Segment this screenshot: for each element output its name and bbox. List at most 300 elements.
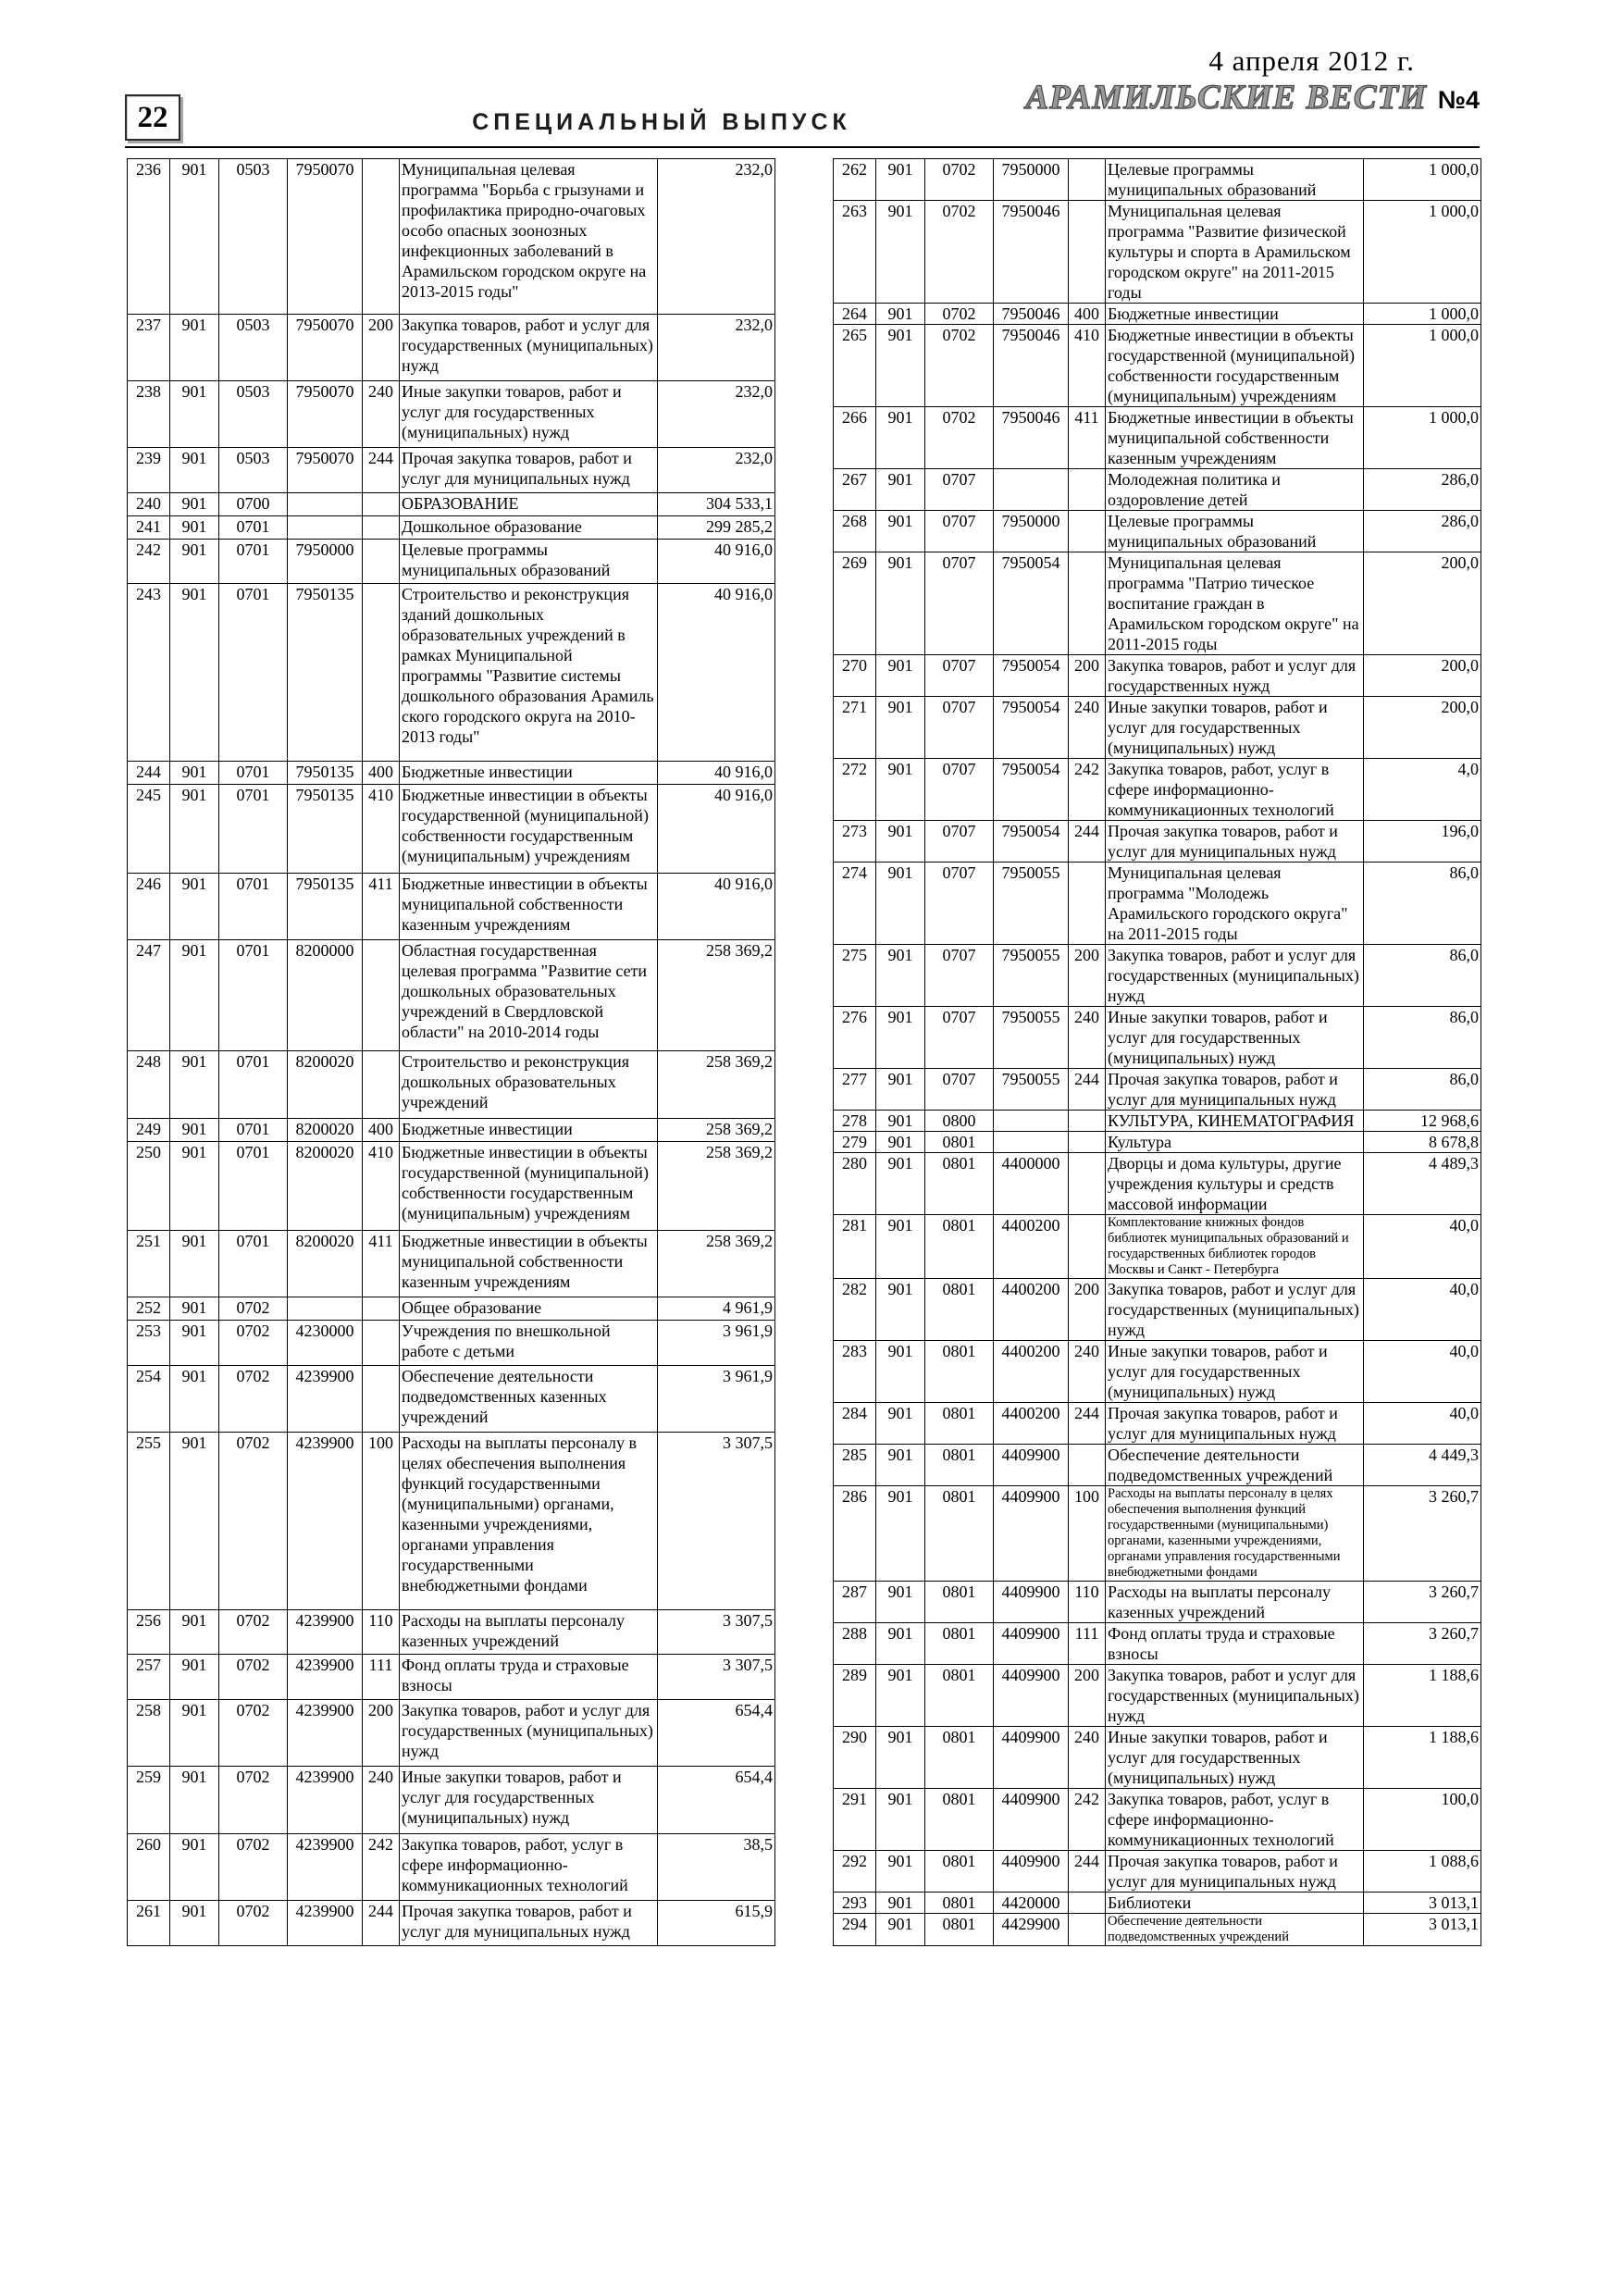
table-row [128,1141,775,1230]
cell-name: Муниципальная целевая программа "Патрио тическое воспитание граждан в Арамильском городском округе" на 2011-2015 годы [1106,552,1364,655]
cell-name: Расходы на выплаты персоналу в целях обеспечения выполнения функций государственными (муниципальными) органами, казенными учреждениями, органами управления государственными внебюджетными фондами [400,1433,658,1609]
cell-name: Фонд оплаты труда и страховые взносы [400,1655,658,1700]
cell-target-article: 7950135 [288,761,363,784]
page-header [0,0,1623,158]
cell-grbs-code: 901 [876,201,925,304]
table-row [834,201,1481,304]
cell-target-article [288,1297,363,1321]
cell-section-code: 0503 [219,448,288,493]
cell-section-code: 0801 [925,1153,994,1215]
cell-expense-type: 111 [1069,1623,1106,1665]
cell-section-code: 0707 [925,863,994,945]
cell-amount: 299 285,2 [658,515,775,539]
table-row [128,1433,775,1609]
cell-section-code: 0801 [925,1341,994,1403]
table-row [128,159,775,315]
cell-name: Дворцы и дома культуры, другие учреждения культуры и средств массовой информации [1106,1153,1364,1215]
cell-grbs-code: 901 [170,1655,219,1700]
cell-target-article: 4409900 [994,1789,1069,1851]
cell-section-code: 0801 [925,1893,994,1914]
cell-amount: 232,0 [658,159,775,315]
cell-row-number: 271 [834,697,876,759]
cell-section-code: 0801 [925,1445,994,1486]
cell-name: Закупка товаров, работ, услуг в сфере информационно-коммуникационных технологий [1106,759,1364,821]
cell-section-code: 0701 [219,584,288,761]
cell-target-article: 4239900 [288,1609,363,1655]
cell-section-code: 0702 [219,1901,288,1946]
cell-expense-type [363,539,400,584]
cell-target-article: 7950135 [288,784,363,873]
cell-section-code: 0801 [925,1727,994,1789]
table-row [834,1132,1481,1153]
table-row [128,314,775,380]
cell-expense-type [1069,201,1106,304]
table-row [834,511,1481,552]
cell-row-number: 252 [128,1297,170,1321]
cell-amount: 1 188,6 [1364,1665,1481,1727]
cell-name: ОБРАЗОВАНИЕ [400,493,658,516]
cell-amount: 3 307,5 [658,1433,775,1609]
cell-row-number: 266 [834,407,876,469]
cell-amount: 4,0 [1364,759,1481,821]
cell-grbs-code: 901 [170,1230,219,1297]
cell-amount: 1 188,6 [1364,1727,1481,1789]
cell-expense-type: 240 [1069,697,1106,759]
cell-grbs-code: 901 [876,407,925,469]
cell-row-number: 278 [834,1111,876,1132]
cell-expense-type: 110 [1069,1582,1106,1623]
cell-amount: 40,0 [1364,1403,1481,1445]
cell-grbs-code: 901 [170,539,219,584]
cell-name: Бюджетные инвестиции в объекты муниципальной собственности казенным учреждениям [400,873,658,939]
cell-amount: 38,5 [658,1833,775,1900]
cell-grbs-code: 901 [876,304,925,325]
cell-grbs-code: 901 [170,1433,219,1609]
cell-target-article: 7950000 [994,511,1069,552]
cell-grbs-code: 901 [170,1118,219,1141]
cell-name: Прочая закупка товаров, работ и услуг для муниципальных нужд [400,1901,658,1946]
cell-section-code: 0702 [219,1433,288,1609]
cell-row-number: 256 [128,1609,170,1655]
cell-expense-type: 410 [363,784,400,873]
cell-grbs-code: 901 [876,1486,925,1582]
cell-amount: 1 088,6 [1364,1851,1481,1893]
cell-expense-type: 400 [363,761,400,784]
cell-expense-type [1069,159,1106,201]
table-row [128,1118,775,1141]
cell-amount: 3 260,7 [1364,1623,1481,1665]
cell-amount: 200,0 [1364,655,1481,697]
cell-row-number: 286 [834,1486,876,1582]
cell-name: Бюджетные инвестиции в объекты муниципальной собственности казенным учреждениям [1106,407,1364,469]
cell-row-number: 265 [834,325,876,407]
cell-expense-type [363,584,400,761]
cell-expense-type: 411 [363,1230,400,1297]
table-row [834,1341,1481,1403]
cell-grbs-code: 901 [170,1699,219,1766]
cell-row-number: 251 [128,1230,170,1297]
cell-section-code: 0707 [925,469,994,511]
cell-expense-type [363,515,400,539]
cell-grbs-code: 901 [170,940,219,1051]
cell-target-article: 4409900 [994,1665,1069,1727]
cell-expense-type: 240 [1069,1007,1106,1069]
cell-section-code: 0503 [219,159,288,315]
header-divider [125,146,1480,148]
cell-expense-type: 400 [1069,304,1106,325]
cell-amount: 286,0 [1364,469,1481,511]
cell-section-code: 0707 [925,655,994,697]
cell-section-code: 0801 [925,1582,994,1623]
cell-amount: 4 489,3 [1364,1153,1481,1215]
cell-section-code: 0702 [219,1609,288,1655]
cell-target-article: 8200020 [288,1141,363,1230]
cell-target-article: 7950135 [288,584,363,761]
cell-name: Бюджетные инвестиции в объекты государственной (муниципальной) собственности государственным (муниципальным) учреждениям [1106,325,1364,407]
cell-target-article: 4239900 [288,1901,363,1946]
cell-target-article [288,493,363,516]
table-row [128,761,775,784]
cell-expense-type [1069,511,1106,552]
cell-expense-type [363,1321,400,1366]
cell-expense-type [1069,1215,1106,1279]
cell-row-number: 269 [834,552,876,655]
table-row [128,784,775,873]
cell-row-number: 258 [128,1699,170,1766]
table-row [128,1699,775,1766]
cell-grbs-code: 901 [170,1297,219,1321]
cell-name: Целевые программы муниципальных образований [400,539,658,584]
cell-row-number: 287 [834,1582,876,1623]
cell-row-number: 282 [834,1279,876,1341]
cell-name: Бюджетные инвестиции в объекты государственной (муниципальной) собственности государственным (муниципальным) учреждениям [400,1141,658,1230]
cell-grbs-code: 901 [876,469,925,511]
cell-grbs-code: 901 [170,1365,219,1432]
cell-section-code: 0801 [925,1914,994,1946]
table-row [128,1767,775,1833]
page-number: 22 [125,94,180,141]
cell-target-article: 4420000 [994,1893,1069,1914]
table-row [128,1297,775,1321]
cell-target-article: 4239900 [288,1699,363,1766]
cell-target-article: 4400200 [994,1279,1069,1341]
cell-grbs-code: 901 [876,655,925,697]
cell-amount: 86,0 [1364,1007,1481,1069]
cell-target-article: 4409900 [994,1727,1069,1789]
cell-section-code: 0701 [219,761,288,784]
cell-amount: 3 260,7 [1364,1486,1481,1582]
cell-grbs-code: 901 [876,945,925,1007]
table-row [834,1582,1481,1623]
cell-expense-type: 100 [363,1433,400,1609]
cell-grbs-code: 901 [170,761,219,784]
cell-name: Строительство и реконструкция зданий дошкольных образовательных учреждений в рамках Муниципальной программы "Развитие системы дошкольного образования Арамиль ского городского округа на 2010-2013 годы" [400,584,658,761]
cell-grbs-code: 901 [876,1445,925,1486]
cell-section-code: 0801 [925,1403,994,1445]
cell-expense-type: 400 [363,1118,400,1141]
cell-name: Иные закупки товаров, работ и услуг для государственных (муниципальных) нужд [1106,1727,1364,1789]
cell-name: Бюджетные инвестиции в объекты муниципальной собственности казенным учреждениям [400,1230,658,1297]
cell-row-number: 248 [128,1051,170,1118]
cell-grbs-code: 901 [876,1153,925,1215]
cell-grbs-code: 901 [876,1727,925,1789]
cell-row-number: 280 [834,1153,876,1215]
cell-row-number: 241 [128,515,170,539]
cell-row-number: 254 [128,1365,170,1432]
cell-name: Расходы на выплаты персоналу в целях обеспечения выполнения функций государственными (муниципальными) органами, казенными учреждениями, органами управления государственными внебюджетными фондами [1106,1486,1364,1582]
cell-expense-type: 200 [1069,945,1106,1007]
cell-section-code: 0702 [219,1297,288,1321]
cell-target-article: 8200020 [288,1051,363,1118]
cell-name: Прочая закупка товаров, работ и услуг для муниципальных нужд [1106,1851,1364,1893]
cell-row-number: 277 [834,1069,876,1111]
issue-number: №4 [1437,86,1480,114]
cell-grbs-code: 901 [876,1623,925,1665]
cell-grbs-code: 901 [170,493,219,516]
cell-row-number: 270 [834,655,876,697]
cell-amount: 3 013,1 [1364,1914,1481,1946]
cell-section-code: 0702 [925,304,994,325]
cell-expense-type: 244 [363,448,400,493]
cell-row-number: 289 [834,1665,876,1727]
cell-amount: 3 013,1 [1364,1893,1481,1914]
cell-row-number: 288 [834,1623,876,1665]
cell-target-article: 4400200 [994,1403,1069,1445]
cell-expense-type [363,493,400,516]
cell-row-number: 259 [128,1767,170,1833]
cell-amount: 1 000,0 [1364,304,1481,325]
table-row [834,1727,1481,1789]
cell-grbs-code: 901 [876,159,925,201]
cell-section-code: 0801 [925,1279,994,1341]
cell-name: Дошкольное образование [400,515,658,539]
cell-row-number: 245 [128,784,170,873]
table-row [128,584,775,761]
table-row [834,945,1481,1007]
cell-row-number: 273 [834,821,876,863]
cell-grbs-code: 901 [170,1767,219,1833]
cell-grbs-code: 901 [170,159,219,315]
cell-row-number: 283 [834,1341,876,1403]
table-row [834,552,1481,655]
cell-row-number: 290 [834,1727,876,1789]
cell-expense-type: 200 [363,1699,400,1766]
table-row [128,515,775,539]
cell-section-code: 0801 [925,1132,994,1153]
cell-grbs-code: 901 [170,1609,219,1655]
cell-amount: 40,0 [1364,1341,1481,1403]
cell-target-article: 4400000 [994,1153,1069,1215]
cell-section-code: 0701 [219,1118,288,1141]
cell-name: Иные закупки товаров, работ и услуг для государственных (муниципальных) нужд [400,381,658,448]
cell-target-article: 7950046 [994,407,1069,469]
cell-name: Прочая закупка товаров, работ и услуг для муниципальных нужд [1106,821,1364,863]
cell-expense-type: 240 [1069,1341,1106,1403]
cell-expense-type: 111 [363,1655,400,1700]
cell-name: Иные закупки товаров, работ и услуг для государственных (муниципальных) нужд [1106,697,1364,759]
table-row [834,1914,1481,1946]
cell-grbs-code: 901 [876,1665,925,1727]
cell-expense-type [1069,1111,1106,1132]
cell-row-number: 249 [128,1118,170,1141]
cell-amount: 40,0 [1364,1279,1481,1341]
cell-target-article: 8200020 [288,1118,363,1141]
table-row [834,863,1481,945]
table-row [834,159,1481,201]
cell-section-code: 0707 [925,1069,994,1111]
cell-amount: 200,0 [1364,552,1481,655]
cell-amount: 86,0 [1364,863,1481,945]
cell-grbs-code: 901 [170,314,219,380]
cell-section-code: 0801 [925,1215,994,1279]
cell-section-code: 0702 [219,1655,288,1700]
cell-section-code: 0701 [219,873,288,939]
table-row [128,539,775,584]
cell-section-code: 0701 [219,515,288,539]
table-row [128,1230,775,1297]
cell-name: Общее образование [400,1297,658,1321]
cell-section-code: 0801 [925,1789,994,1851]
cell-row-number: 247 [128,940,170,1051]
cell-section-code: 0702 [219,1321,288,1366]
table-row [834,407,1481,469]
cell-grbs-code: 901 [170,1321,219,1366]
cell-name: Фонд оплаты труда и страховые взносы [1106,1623,1364,1665]
cell-row-number: 284 [834,1403,876,1445]
cell-grbs-code: 901 [170,515,219,539]
cell-expense-type: 411 [1069,407,1106,469]
cell-amount: 40,0 [1364,1215,1481,1279]
cell-grbs-code: 901 [876,1851,925,1893]
cell-grbs-code: 901 [876,759,925,821]
cell-section-code: 0701 [219,940,288,1051]
cell-target-article: 4429900 [994,1914,1069,1946]
cell-section-code: 0701 [219,1230,288,1297]
cell-row-number: 250 [128,1141,170,1230]
cell-name: Закупка товаров, работ и услуг для государственных нужд [1106,655,1364,697]
cell-row-number: 242 [128,539,170,584]
table-row [128,493,775,516]
table-row [834,1623,1481,1665]
cell-name: Иные закупки товаров, работ и услуг для государственных (муниципальных) нужд [1106,1007,1364,1069]
cell-grbs-code: 901 [876,1403,925,1445]
cell-name: Расходы на выплаты персоналу казенных учреждений [1106,1582,1364,1623]
cell-section-code: 0701 [219,1141,288,1230]
table-row [128,940,775,1051]
cell-target-article: 7950054 [994,759,1069,821]
cell-amount: 258 369,2 [658,1230,775,1297]
cell-target-article: 4409900 [994,1445,1069,1486]
cell-target-article: 4239900 [288,1433,363,1609]
cell-amount: 258 369,2 [658,1051,775,1118]
table-row [128,1655,775,1700]
cell-grbs-code: 901 [170,584,219,761]
cell-expense-type [363,1297,400,1321]
table-row [834,1486,1481,1582]
cell-grbs-code: 901 [876,1582,925,1623]
cell-amount: 304 533,1 [658,493,775,516]
table-row [834,1153,1481,1215]
cell-target-article: 4230000 [288,1321,363,1366]
table-row [834,1007,1481,1069]
masthead-logo-line [1025,78,1480,118]
cell-expense-type: 242 [363,1833,400,1900]
cell-grbs-code: 901 [170,381,219,448]
cell-row-number: 244 [128,761,170,784]
cell-grbs-code: 901 [876,1893,925,1914]
cell-expense-type: 240 [363,381,400,448]
cell-expense-type: 200 [1069,1665,1106,1727]
cell-section-code: 0702 [219,1699,288,1766]
cell-amount: 258 369,2 [658,1141,775,1230]
cell-name: Целевые программы муниципальных образований [1106,159,1364,201]
cell-row-number: 238 [128,381,170,448]
cell-expense-type [1069,1153,1106,1215]
cell-section-code: 0707 [925,697,994,759]
table-row [834,469,1481,511]
table-row [128,873,775,939]
cell-grbs-code: 901 [876,511,925,552]
cell-name: Муниципальная целевая программа "Развитие физической культуры и спорта в Арамильском городском округе" на 2011-2015 годы [1106,201,1364,304]
cell-section-code: 0801 [925,1623,994,1665]
cell-name: Культура [1106,1132,1364,1153]
cell-row-number: 262 [834,159,876,201]
cell-section-code: 0707 [925,759,994,821]
cell-row-number: 261 [128,1901,170,1946]
cell-row-number: 260 [128,1833,170,1900]
cell-expense-type: 411 [363,873,400,939]
table-row [834,1279,1481,1341]
cell-target-article: 7950070 [288,448,363,493]
cell-amount: 1 000,0 [1364,407,1481,469]
table-row [128,1833,775,1900]
cell-row-number: 267 [834,469,876,511]
cell-grbs-code: 901 [170,1833,219,1900]
cell-row-number: 255 [128,1433,170,1609]
table-row [128,1609,775,1655]
cell-name: Бюджетные инвестиции [400,1118,658,1141]
table-row [834,655,1481,697]
cell-section-code: 0503 [219,314,288,380]
cell-row-number: 246 [128,873,170,939]
cell-name: Иные закупки товаров, работ и услуг для государственных (муниципальных) нужд [1106,1341,1364,1403]
cell-amount: 40 916,0 [658,784,775,873]
table-row [834,1665,1481,1727]
budget-tables [127,158,1481,1946]
issue-date: 4 апреля 2012 г. [1208,44,1415,77]
cell-expense-type: 100 [1069,1486,1106,1582]
cell-target-article: 4409900 [994,1623,1069,1665]
cell-grbs-code: 901 [876,1215,925,1279]
cell-amount: 100,0 [1364,1789,1481,1851]
cell-row-number: 281 [834,1215,876,1279]
cell-name: Закупка товаров, работ и услуг для государственных (муниципальных) нужд [1106,1279,1364,1341]
cell-grbs-code: 901 [876,1341,925,1403]
cell-name: Бюджетные инвестиции [1106,304,1364,325]
cell-target-article: 4239900 [288,1767,363,1833]
cell-section-code: 0707 [925,821,994,863]
table-row [128,1901,775,1946]
cell-amount: 258 369,2 [658,1118,775,1141]
cell-name: Закупка товаров, работ и услуг для государственных (муниципальных) нужд [400,1699,658,1766]
cell-section-code: 0801 [925,1486,994,1582]
cell-amount: 654,4 [658,1699,775,1766]
cell-expense-type: 200 [1069,655,1106,697]
cell-expense-type [363,1051,400,1118]
cell-grbs-code: 901 [876,1914,925,1946]
cell-expense-type: 240 [1069,1727,1106,1789]
cell-expense-type [1069,1914,1106,1946]
